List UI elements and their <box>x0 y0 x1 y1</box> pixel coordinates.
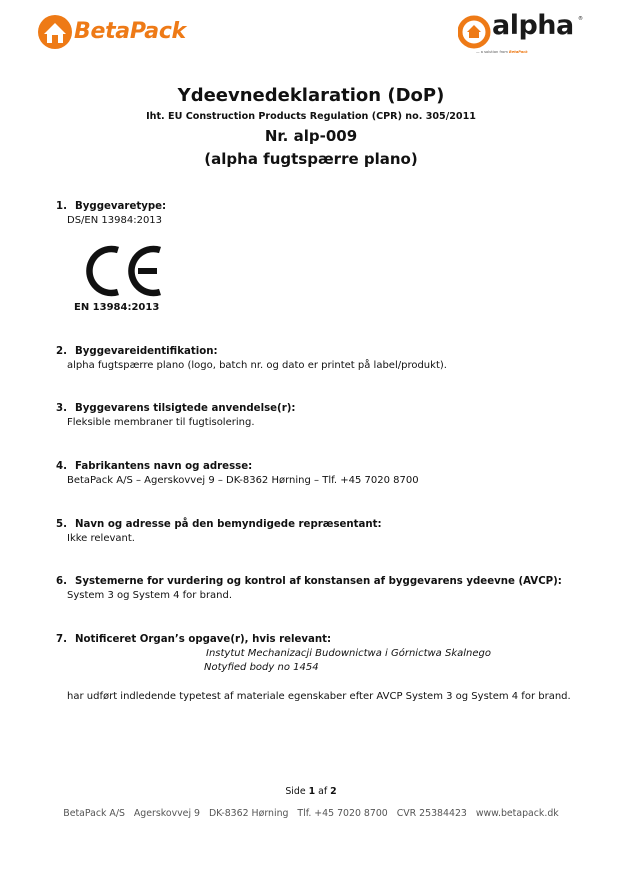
section-heading: 5. Navn og adresse på den bemyndigede repræsentant: <box>56 519 382 530</box>
betapack-logo <box>36 12 226 52</box>
notified-body-name: Instytut Mechanizacji Budownictwa i Górnictwa Skalnego <box>206 648 491 659</box>
section-body: DS/EN 13984:2013 <box>67 215 163 226</box>
section-body: Ikke relevant. <box>67 533 135 544</box>
section-heading: 1. Byggevaretype: <box>56 201 167 212</box>
footer-contact: BetaPack A/S Agerskovvej 9 DK-8362 Hørning Tlf. +45 7020 8700 CVR 25384423 www.betapack.dk <box>63 808 559 819</box>
registered-mark: ® <box>578 16 583 22</box>
section-3 <box>56 402 576 430</box>
section-heading: 6. Systemerne for vurdering og kontrol af konstansen af byggevarens ydeevne (AVCP): <box>56 576 562 587</box>
section-5 <box>56 518 576 546</box>
section-body: BetaPack A/S – Agerskovvej 9 – DK-8362 Hørning – Tlf. +45 7020 8700 <box>67 475 419 486</box>
section-4 <box>56 460 576 488</box>
product-name: (alpha fugtspærre plano) <box>204 150 418 168</box>
section-body: alpha fugtspærre plano (logo, batch nr. og dato er printet på label/produkt). <box>67 360 447 371</box>
section-heading: 3. Byggevarens tilsigtede anvendelse(r): <box>56 403 296 414</box>
section-heading: 2. Byggevareidentifikation: <box>56 346 218 357</box>
notified-body-number: Notyfied body no 1454 <box>204 662 319 673</box>
section-2 <box>56 345 576 373</box>
alpha-logo-text: alpha <box>492 10 574 41</box>
regulation-line: Iht. EU Construction Products Regulation (CPR) no. 305/2011 <box>146 111 476 122</box>
alpha-logo <box>458 12 588 56</box>
section-6 <box>56 575 576 603</box>
betapack-logo-text: BetaPack <box>74 19 186 44</box>
title-block <box>0 84 622 171</box>
page-number: Side 1 af 2 <box>285 786 337 797</box>
ce-mark-label: EN 13984:2013 <box>74 302 160 313</box>
section-7 <box>56 633 576 675</box>
section-1 <box>56 200 576 228</box>
section-heading: 4. Fabrikantens navn og adresse: <box>56 461 253 472</box>
section-body: System 3 og System 4 for brand. <box>67 590 233 601</box>
document-title: Ydeevnedeklaration (DoP) <box>177 85 445 106</box>
ce-mark-icon <box>82 242 164 300</box>
section-heading: 7. Notificeret Organ’s opgave(r), hvis relevant: <box>56 634 332 645</box>
alpha-logo-icon <box>458 12 494 52</box>
document-number: Nr. alp-009 <box>264 127 358 145</box>
alpha-logo-subtitle: — a solution from BetaPack <box>476 50 528 54</box>
section-body: Fleksible membraner til fugtisolering. <box>67 417 255 428</box>
type-test-statement: har udført indledende typetest af materiale egenskaber efter AVCP System 3 og System 4 for brand. <box>67 691 571 702</box>
house-logo-icon <box>36 12 76 52</box>
